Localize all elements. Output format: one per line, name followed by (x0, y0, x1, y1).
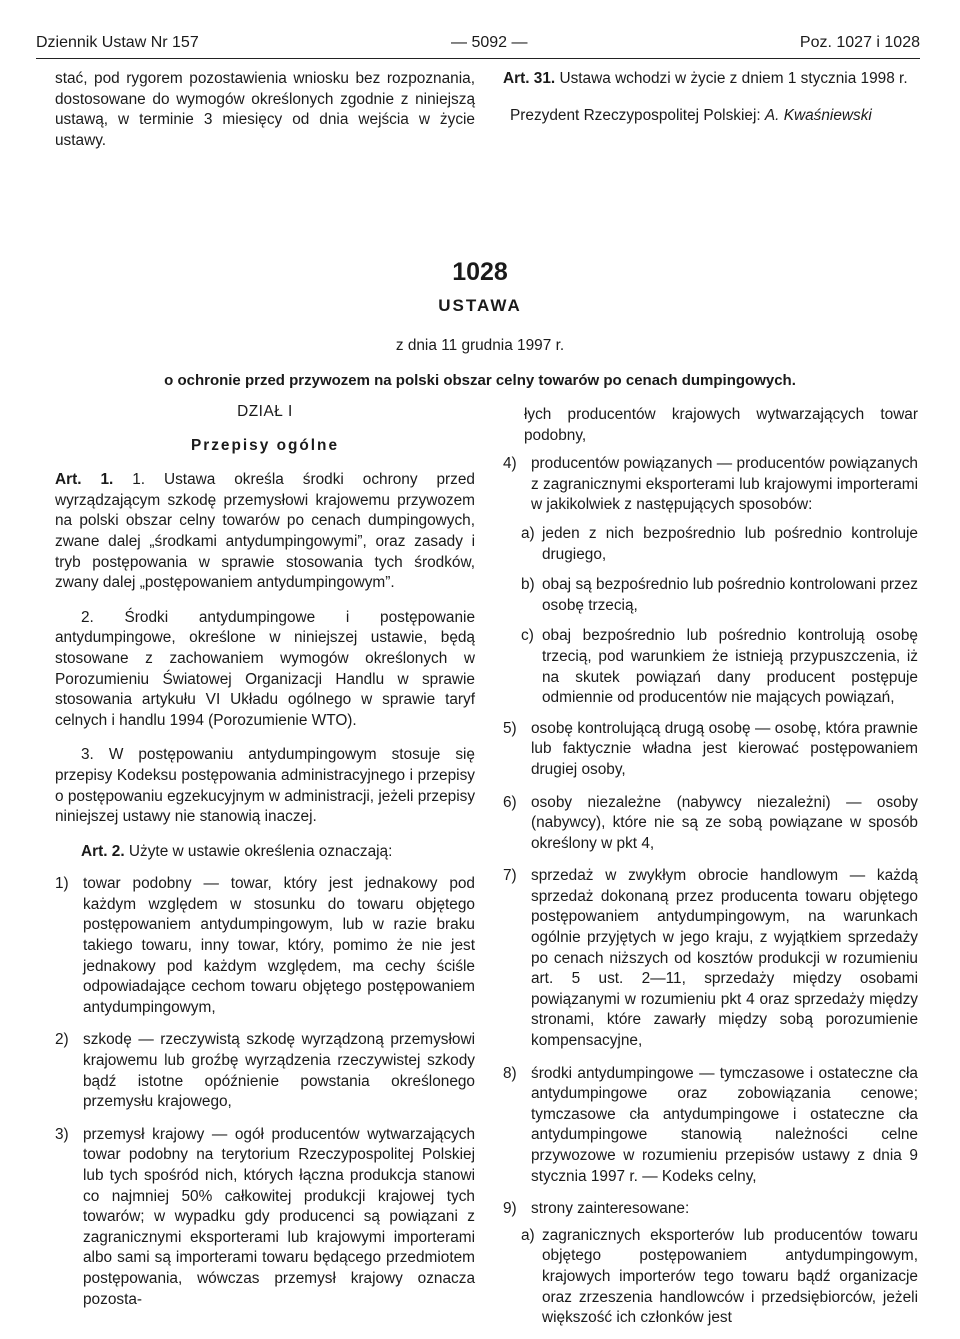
art1-para3: 3. W postępowaniu antydumpingowym stosuje się przepisy Kodeksu postępowania administracyjnego i przepisy o postępowaniu egzekucyjnym w administracji, jeżeli przepisy niniejszej ustawy nie stanowią inaczej. (55, 746, 476, 826)
previous-paragraph: stać, pod rygorem pozostawienia wniosku bez rozpoznania, dostosowane do wymogów określonych zgodnie z niniejszą ustawą, w terminie 3 miesięcy od dnia wejścia w życie ustawy. (55, 70, 475, 149)
item-number: 6) (503, 793, 517, 811)
item-number: 4) (503, 455, 517, 473)
sub-item-letter: a) (521, 524, 535, 542)
sub-item (503, 626, 918, 708)
definition-item (503, 793, 918, 855)
journal-name: Dziennik Ustaw Nr 157 (36, 34, 199, 51)
item-text: przemysł krajowy — ogół producentów wytwarzających towar podobny na terytorium Rzeczypospolitej Polskiej lub tych spośród nich, których łączna produkcja stanowi co najmniej 50% całkowitej produkcji krajowej tych towarów; w wypadku gdy producenci są powiązani z zagranicznymi eksporterami lub krajowymi importerami albo sami są importerami towaru będącego przedmiotem postępowania, wówczas przemysł krajowy oznacza pozosta- (83, 1125, 475, 1308)
sub-item (503, 1226, 918, 1329)
art31-label: Art. 31. (503, 70, 556, 87)
previous-act-final (503, 69, 918, 126)
previous-act-ending (55, 69, 475, 151)
signature-line (503, 106, 918, 127)
item-text: szkodę — rzeczywistą szkodę wyrządzoną przemysłowi krajowemu lub groźbę wyrządzenia rzeczywistej szkody bądź istotne opóźnienie powstania określonego przemysłu krajowego, (83, 1031, 475, 1111)
definition-item (55, 1125, 475, 1310)
item-text: strony zainteresowane: (531, 1200, 690, 1218)
act-title: o ochronie przed przywozem na polski obszar celny towarów po cenach dumpingowych. (164, 372, 796, 389)
art2-intro (55, 842, 475, 863)
item-number: 9) (503, 1200, 517, 1218)
item-text: towar podobny — towar, który jest jednakowy pod każdym względem w stosunku do towaru objętego postępowaniem antydumpingowym, lub w razie braku takiego towaru, inny towar, który, pomimo że nie jest jednakowy pod każdym względem, ma cechy ściśle odpowiadające cechom towaru objętego postępowaniem antydumpingowym, (83, 875, 475, 1016)
item-text: osoby niezależne (nabywcy niezależni) — osoby (nabywcy), które nie są ze sobą powiązane w sposób określony w pkt 4, (531, 793, 918, 852)
definition-item (503, 1064, 918, 1188)
item-number: 5) (503, 719, 517, 737)
sub-item-letter: b) (521, 576, 535, 594)
definition-item (503, 866, 918, 1051)
item-number: 2) (55, 1031, 69, 1049)
sub-item-text: zagranicznych eksporterów lub producentów towaru objętego postępowaniem antydumpingowym, krajowych importerów tego towaru bądź organizacje oraz zrzeszenia handlowców i przedsiębiorców, jeżeli większość ich członków jest (542, 1226, 918, 1327)
item-number: 7) (503, 867, 517, 885)
art2-intro-text: Użyte w ustawie określenia oznaczają: (128, 842, 393, 860)
item-text: producentów powiązanych — producentów powiązanych z zagranicznymi eksporterami lub krajowymi importerami w jakikolwiek z następujących sposobów: (531, 455, 918, 514)
position-number: Poz. 1027 i 1028 (799, 34, 920, 51)
definition-item (503, 454, 918, 516)
definition-item (503, 1199, 918, 1220)
sub-item (503, 524, 918, 565)
art31-text: Ustawa wchodzi w życie z dniem 1 stycznia 1998 r. (559, 70, 908, 87)
art1-label: Art. 1. (55, 471, 114, 489)
definition-item (503, 719, 918, 781)
act-date: z dnia 11 grudnia 1997 r. (395, 337, 565, 354)
art1-para2: 2. Środki antydumpingowe i postępowanie antydumpingowe, określone w niniejszej ustawie, będą stosowane z zachowaniem wymogów określonych w Porozumieniu Światowej Organizacji Handlu w sprawie stosowania artykułu VI Układu ogólnego w sprawie taryf celnych i handlu 1994 (Porozumienie WTO). (55, 608, 475, 729)
item-number: 1) (55, 875, 69, 893)
art2-label: Art. 2. (81, 842, 125, 860)
continued-text: łych producentów krajowych wytwarzających towar podobny, (524, 406, 918, 444)
item-number: 3) (55, 1125, 69, 1143)
item-text: sprzedaż w zwykłym obrocie handlowym — każdą sprzedaż dokonaną przez producenta towaru objętego postępowaniem antydumpingowym, na warunkach ogólnie przyjętych w jego kraju, z wyjątkiem sprzedaży po cenach niższych od kosztów produkcji w rozumieniu art. 5 ust. 2—11, sprzedaży między osobami powiązanymi w rozumieniu pkt 4 oraz sprzedaży między stronami, które zawarły między sobą porozumienie kompensacyjne, (531, 867, 918, 1050)
right-column (503, 405, 918, 1339)
art31 (503, 69, 918, 90)
left-column (55, 402, 475, 1322)
page-number: — 5092 — (451, 34, 528, 51)
art1-para1-text: 1. Ustawa określa środki ochrony przed wyrządzającym szkodę przemysłowi krajowemu przywozem na polski obszar celny towarów po cenach dumpingowych, zwane dalej „środkami antydumpingowymi”, oraz zasady i tryb postępowania w sprawie stosowania tych środków, zwany dalej „postępowaniem antydumpingowym”. (55, 471, 475, 592)
definition-item (55, 1030, 475, 1112)
sub-item-letter: a) (521, 1226, 535, 1244)
act-type: USTAWA (438, 296, 522, 315)
president-name: A. Kwaśniewski (764, 106, 872, 124)
sub-item-text: obaj bezpośrednio lub pośrednio kontrolują osobę trzecią, pod warunkiem że istnieją przypuszczenia, iż na skutek powiązań dany producent postępuje odmiennie od producentów nie mających powiązań, (542, 627, 918, 707)
president-label: Prezydent Rzeczypospolitej Polskiej: (510, 106, 761, 124)
sub-item (503, 575, 918, 616)
act-number: 1028 (452, 258, 508, 286)
item-text: środki antydumpingowe — tymczasowe i ostateczne cła antydumpingowe oraz zobowiązania cenowe; tymczasowe cła antydumpingowe i ostateczne cła antydumpingowe stanowią należności celne przywozowe w rozumieniu przepisów ustawy z dnia 9 stycznia 1997 r. — Kodeks celny, (531, 1064, 918, 1185)
running-header (36, 34, 920, 56)
art1-para1 (55, 470, 475, 594)
definition-item (55, 874, 475, 1018)
section-heading: Przepisy ogólne (190, 436, 340, 454)
sub-item-text: obaj są bezpośrednio lub pośrednio kontrolowani przez osobę trzecią, (542, 576, 918, 614)
header-rule (36, 58, 920, 59)
item-text: osobę kontrolującą drugą osobę — osobę, która prawnie lub faktycznie władna jest kierować postępowaniem drugiej osoby, (531, 719, 918, 778)
item-number: 8) (503, 1064, 517, 1082)
division-heading: DZIAŁ I (237, 403, 293, 420)
sub-item-letter: c) (521, 627, 534, 645)
sub-item-text: jeden z nich bezpośrednio lub pośrednio kontroluje drugiego, (542, 524, 918, 563)
